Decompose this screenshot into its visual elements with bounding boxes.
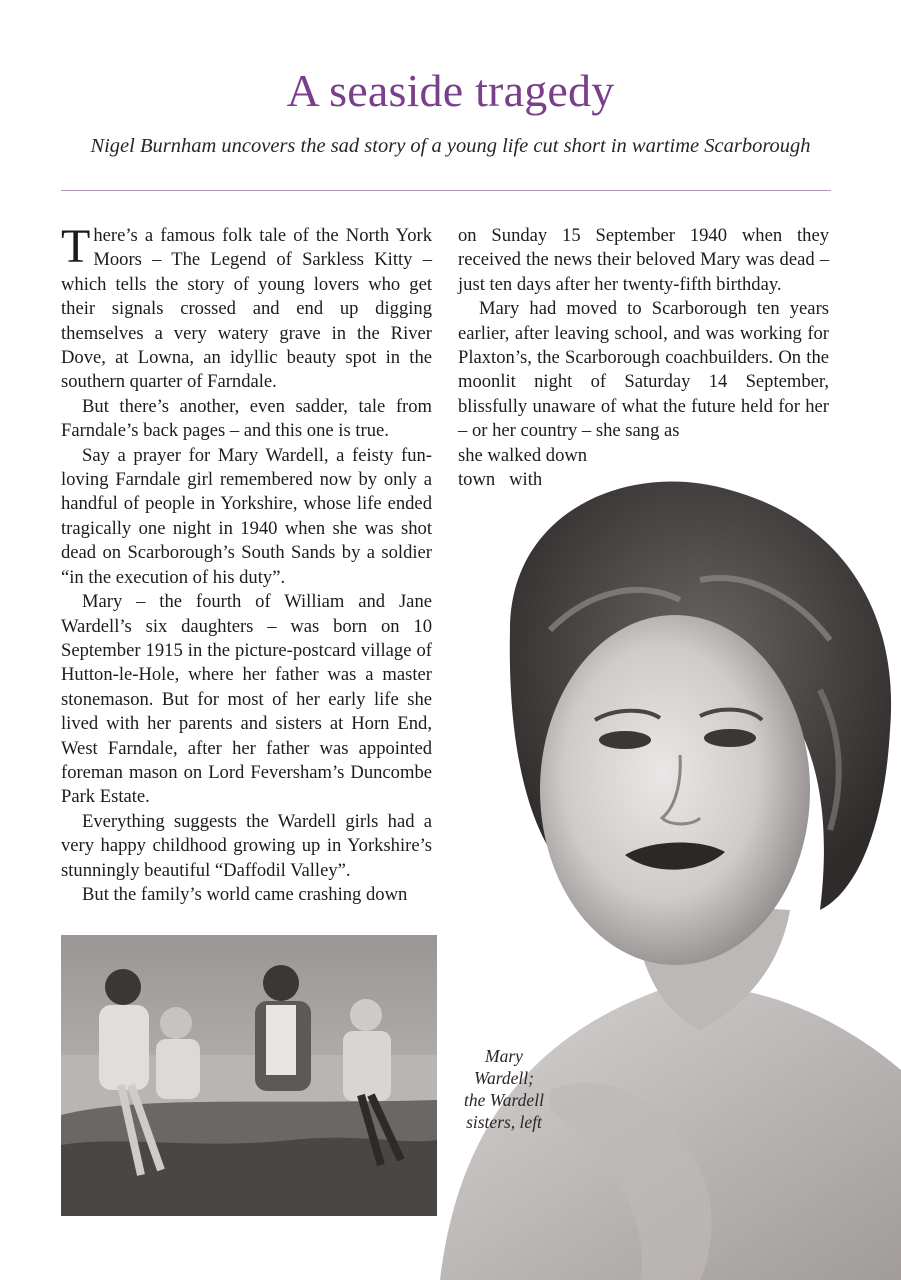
article-line: town with xyxy=(458,469,543,491)
article-subtitle: Nigel Burnham uncovers the sad story of a young life cut short in wartime Scarborough xyxy=(90,135,811,157)
article-title: A seaside tragedy xyxy=(286,65,615,116)
article-column-left xyxy=(61,220,432,907)
photo-caption: Mary Wardell; the Wardell sisters, left xyxy=(464,1046,544,1132)
drop-cap: T xyxy=(61,220,91,273)
article-paragraph-continued: on Sunday 15 September 1940 when they received the news their beloved Mary was dead – just ten days after her twenty-fifth birthday. xyxy=(458,225,829,295)
article-paragraph: But the family’s world came crashing down xyxy=(82,883,408,905)
article-paragraph: But there’s another, even sadder, tale from Farndale’s back pages – and this one is true. xyxy=(61,395,432,442)
article-line: she walked down xyxy=(458,444,588,466)
title-divider xyxy=(61,190,831,191)
article-column-right xyxy=(458,224,829,492)
article-paragraph: Mary had moved to Scarborough ten years earlier, after leaving school, and was working for Plaxton’s, the Scarborough coachbuilders. On the moonlit night of Saturday 14 September, blissfully unaware of what the future held for her – or her country – she sang as xyxy=(458,298,829,442)
article-paragraph: Mary – the fourth of William and Jane Wardell’s six daughters – was born on 10 September 1915 in the picture-postcard village of Hutton-le-Hole, where her father was a master stonemason. But for most of her early life she lived with her parents and sisters at Horn End, West Farndale, after her father was appointed foreman mason on Lord Feversham’s Duncombe Park Estate. xyxy=(61,591,432,808)
photo-wardell-sisters xyxy=(61,935,437,1216)
portrait-photo-mary-wardell xyxy=(400,470,901,1280)
article-paragraph: Everything suggests the Wardell girls had a very happy childhood growing up in Yorkshire’s stunningly beautiful “Daffodil Valley”. xyxy=(61,810,432,881)
article-paragraph: Say a prayer for Mary Wardell, a feisty fun-loving Farndale girl remembered now by only a handful of people in Yorkshire, whose life ended tragically one night in 1940 when she was shot dead on Scarborough’s South Sands by a soldier “in the execution of his duty”. xyxy=(61,444,432,588)
article-paragraph: There’s a famous folk tale of the North York Moors – The Legend of Sarkless Kitty – which tells the story of young lovers who get their signals crossed and end up digging themselves a very watery grave in the River Dove, at Lowna, an idyllic beauty spot in the southern quarter of Farndale. xyxy=(61,220,432,393)
